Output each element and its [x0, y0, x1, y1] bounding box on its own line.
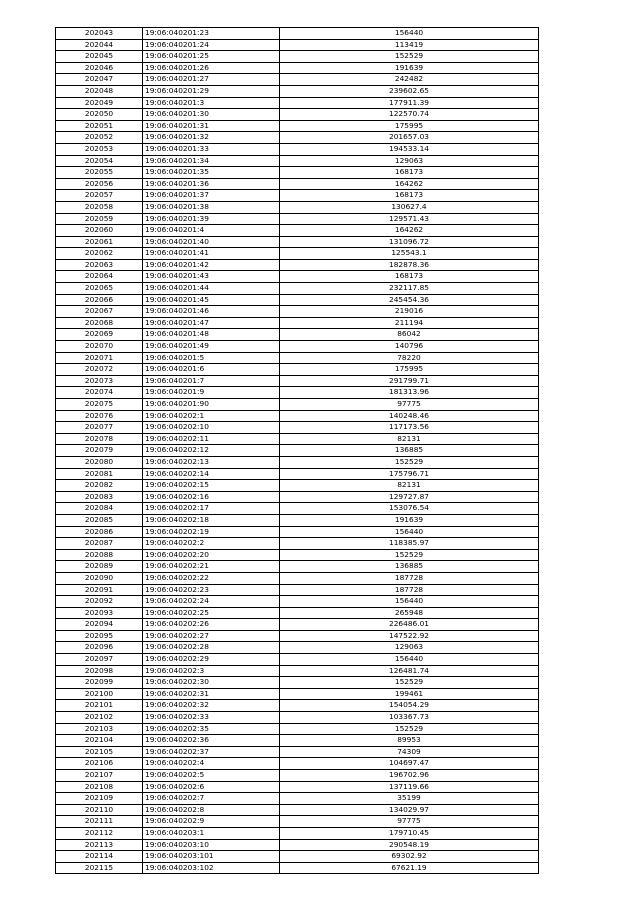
value-cell: 113419 — [280, 39, 539, 51]
value-cell: 290548.19 — [280, 839, 539, 851]
table-row — [56, 839, 539, 851]
table-row — [56, 491, 539, 503]
cadastral-number-cell: 19:06:040201:3 — [143, 97, 280, 109]
cadastral-number-cell: 19:06:040202:12 — [143, 445, 280, 457]
table-row — [56, 781, 539, 793]
row-number-cell: 202051 — [56, 120, 143, 132]
row-number-cell: 202074 — [56, 387, 143, 399]
cadastral-number-cell: 19:06:040201:41 — [143, 248, 280, 260]
table-row — [56, 723, 539, 735]
table-row — [56, 190, 539, 202]
value-cell: 152529 — [280, 549, 539, 561]
value-cell: 226486.01 — [280, 619, 539, 631]
value-cell: 191639 — [280, 62, 539, 74]
cadastral-number-cell: 19:06:040202:36 — [143, 735, 280, 747]
table-row — [56, 596, 539, 608]
table-row — [56, 630, 539, 642]
cadastral-number-cell: 19:06:040202:33 — [143, 712, 280, 724]
row-number-cell: 202054 — [56, 155, 143, 167]
value-cell: 82131 — [280, 433, 539, 445]
table-row — [56, 410, 539, 422]
row-number-cell: 202057 — [56, 190, 143, 202]
value-cell: 177911.39 — [280, 97, 539, 109]
row-number-cell: 202092 — [56, 596, 143, 608]
cadastral-number-cell: 19:06:040203:101 — [143, 851, 280, 863]
row-number-cell: 202062 — [56, 248, 143, 260]
row-number-cell: 202103 — [56, 723, 143, 735]
row-number-cell: 202077 — [56, 422, 143, 434]
value-cell: 104697.47 — [280, 758, 539, 770]
table-row — [56, 271, 539, 283]
value-cell: 152529 — [280, 677, 539, 689]
row-number-cell: 202095 — [56, 630, 143, 642]
cadastral-number-cell: 19:06:040201:47 — [143, 317, 280, 329]
cadastral-number-cell: 19:06:040202:35 — [143, 723, 280, 735]
row-number-cell: 202083 — [56, 491, 143, 503]
cadastral-number-cell: 19:06:040202:30 — [143, 677, 280, 689]
value-cell: 130627.4 — [280, 201, 539, 213]
cadastral-number-cell: 19:06:040201:27 — [143, 74, 280, 86]
value-cell: 245454.36 — [280, 294, 539, 306]
value-cell: 175995 — [280, 120, 539, 132]
table-row — [56, 572, 539, 584]
cadastral-number-cell: 19:06:040202:29 — [143, 654, 280, 666]
table-row — [56, 514, 539, 526]
row-number-cell: 202099 — [56, 677, 143, 689]
cadastral-number-cell: 19:06:040202:5 — [143, 770, 280, 782]
table-row — [56, 109, 539, 121]
value-cell: 131096.72 — [280, 236, 539, 248]
value-cell: 199461 — [280, 688, 539, 700]
row-number-cell: 202055 — [56, 167, 143, 179]
cadastral-number-cell: 19:06:040201:35 — [143, 167, 280, 179]
value-cell: 191639 — [280, 514, 539, 526]
row-number-cell: 202075 — [56, 399, 143, 411]
value-cell: 35199 — [280, 793, 539, 805]
cadastral-number-cell: 19:06:040202:13 — [143, 456, 280, 468]
table-row — [56, 468, 539, 480]
row-number-cell: 202114 — [56, 851, 143, 863]
value-cell: 103367.73 — [280, 712, 539, 724]
value-cell: 242482 — [280, 74, 539, 86]
cadastral-number-cell: 19:06:040202:19 — [143, 526, 280, 538]
row-number-cell: 202106 — [56, 758, 143, 770]
table-row — [56, 619, 539, 631]
table-row — [56, 735, 539, 747]
row-number-cell: 202081 — [56, 468, 143, 480]
value-cell: 152529 — [280, 723, 539, 735]
table-row — [56, 758, 539, 770]
row-number-cell: 202082 — [56, 480, 143, 492]
row-number-cell: 202112 — [56, 827, 143, 839]
table-row — [56, 283, 539, 295]
cadastral-number-cell: 19:06:040202:20 — [143, 549, 280, 561]
table-row — [56, 85, 539, 97]
row-number-cell: 202072 — [56, 364, 143, 376]
cadastral-number-cell: 19:06:040201:5 — [143, 352, 280, 364]
cadastral-number-cell: 19:06:040202:31 — [143, 688, 280, 700]
cadastral-number-cell: 19:06:040201:30 — [143, 109, 280, 121]
value-cell: 168173 — [280, 271, 539, 283]
value-cell: 117173.56 — [280, 422, 539, 434]
row-number-cell: 202061 — [56, 236, 143, 248]
value-cell: 89953 — [280, 735, 539, 747]
value-cell: 194533.14 — [280, 143, 539, 155]
row-number-cell: 202094 — [56, 619, 143, 631]
value-cell: 232117.85 — [280, 283, 539, 295]
table-row — [56, 688, 539, 700]
row-number-cell: 202073 — [56, 375, 143, 387]
table-row — [56, 665, 539, 677]
row-number-cell: 202096 — [56, 642, 143, 654]
cadastral-number-cell: 19:06:040201:32 — [143, 132, 280, 144]
value-cell: 140796 — [280, 341, 539, 353]
row-number-cell: 202093 — [56, 607, 143, 619]
row-number-cell: 202043 — [56, 28, 143, 40]
cadastral-number-cell: 19:06:040201:36 — [143, 178, 280, 190]
row-number-cell: 202053 — [56, 143, 143, 155]
value-cell: 164262 — [280, 225, 539, 237]
value-cell: 129063 — [280, 155, 539, 167]
cadastral-number-cell: 19:06:040202:8 — [143, 804, 280, 816]
value-cell: 140248.46 — [280, 410, 539, 422]
value-cell: 152529 — [280, 456, 539, 468]
cadastral-number-cell: 19:06:040202:15 — [143, 480, 280, 492]
row-number-cell: 202101 — [56, 700, 143, 712]
value-cell: 152529 — [280, 51, 539, 63]
table-row — [56, 607, 539, 619]
cadastral-number-cell: 19:06:040201:4 — [143, 225, 280, 237]
row-number-cell: 202056 — [56, 178, 143, 190]
value-cell: 122570.74 — [280, 109, 539, 121]
cadastral-number-cell: 19:06:040202:9 — [143, 816, 280, 828]
row-number-cell: 202089 — [56, 561, 143, 573]
table-row — [56, 700, 539, 712]
row-number-cell: 202048 — [56, 85, 143, 97]
cadastral-number-cell: 19:06:040201:44 — [143, 283, 280, 295]
table-row — [56, 804, 539, 816]
row-number-cell: 202111 — [56, 816, 143, 828]
cadastral-number-cell: 19:06:040201:26 — [143, 62, 280, 74]
table-row — [56, 862, 539, 874]
row-number-cell: 202086 — [56, 526, 143, 538]
value-cell: 134029.97 — [280, 804, 539, 816]
value-cell: 69302.92 — [280, 851, 539, 863]
row-number-cell: 202108 — [56, 781, 143, 793]
value-cell: 175796.71 — [280, 468, 539, 480]
cadastral-number-cell: 19:06:040202:18 — [143, 514, 280, 526]
value-cell: 291799.71 — [280, 375, 539, 387]
value-cell: 118385.97 — [280, 538, 539, 550]
row-number-cell: 202044 — [56, 39, 143, 51]
table-row — [56, 549, 539, 561]
cadastral-number-cell: 19:06:040202:7 — [143, 793, 280, 805]
cadastral-number-cell: 19:06:040201:24 — [143, 39, 280, 51]
cadastral-number-cell: 19:06:040201:38 — [143, 201, 280, 213]
table-row — [56, 236, 539, 248]
value-cell: 129571.43 — [280, 213, 539, 225]
cadastral-number-cell: 19:06:040202:10 — [143, 422, 280, 434]
row-number-cell: 202097 — [56, 654, 143, 666]
table-row — [56, 132, 539, 144]
value-cell: 137119.66 — [280, 781, 539, 793]
row-number-cell: 202045 — [56, 51, 143, 63]
row-number-cell: 202085 — [56, 514, 143, 526]
row-number-cell: 202060 — [56, 225, 143, 237]
cadastral-number-cell: 19:06:040202:24 — [143, 596, 280, 608]
row-number-cell: 202069 — [56, 329, 143, 341]
table-row — [56, 74, 539, 86]
value-cell: 156440 — [280, 654, 539, 666]
value-cell: 147522.92 — [280, 630, 539, 642]
value-cell: 129063 — [280, 642, 539, 654]
table-row — [56, 375, 539, 387]
table-row — [56, 317, 539, 329]
table-row — [56, 225, 539, 237]
value-cell: 153076.54 — [280, 503, 539, 515]
cadastral-number-cell: 19:06:040202:1 — [143, 410, 280, 422]
row-number-cell: 202071 — [56, 352, 143, 364]
value-cell: 97775 — [280, 816, 539, 828]
table-row — [56, 584, 539, 596]
value-cell: 219016 — [280, 306, 539, 318]
row-number-cell: 202087 — [56, 538, 143, 550]
cadastral-number-cell: 19:06:040202:22 — [143, 572, 280, 584]
row-number-cell: 202059 — [56, 213, 143, 225]
cadastral-number-cell: 19:06:040202:2 — [143, 538, 280, 550]
row-number-cell: 202109 — [56, 793, 143, 805]
cadastral-number-cell: 19:06:040201:45 — [143, 294, 280, 306]
row-number-cell: 202052 — [56, 132, 143, 144]
table-row — [56, 480, 539, 492]
cadastral-number-cell: 19:06:040201:90 — [143, 399, 280, 411]
table-row — [56, 364, 539, 376]
cadastral-number-cell: 19:06:040202:11 — [143, 433, 280, 445]
table-row — [56, 51, 539, 63]
row-number-cell: 202076 — [56, 410, 143, 422]
value-cell: 156440 — [280, 526, 539, 538]
cadastral-number-cell: 19:06:040202:14 — [143, 468, 280, 480]
cadastral-number-cell: 19:06:040201:34 — [143, 155, 280, 167]
row-number-cell: 202063 — [56, 259, 143, 271]
cadastral-number-cell: 19:06:040202:27 — [143, 630, 280, 642]
row-number-cell: 202047 — [56, 74, 143, 86]
row-number-cell: 202078 — [56, 433, 143, 445]
cadastral-number-cell: 19:06:040201:23 — [143, 28, 280, 40]
table-row — [56, 561, 539, 573]
table-row — [56, 677, 539, 689]
value-cell: 239602.65 — [280, 85, 539, 97]
value-cell: 187728 — [280, 584, 539, 596]
table-row — [56, 399, 539, 411]
row-number-cell: 202080 — [56, 456, 143, 468]
value-cell: 182878.36 — [280, 259, 539, 271]
table-row — [56, 445, 539, 457]
table-row — [56, 387, 539, 399]
table-row — [56, 827, 539, 839]
value-cell: 168173 — [280, 167, 539, 179]
table-row — [56, 816, 539, 828]
row-number-cell: 202084 — [56, 503, 143, 515]
value-cell: 175995 — [280, 364, 539, 376]
table-row — [56, 306, 539, 318]
cadastral-number-cell: 19:06:040202:25 — [143, 607, 280, 619]
row-number-cell: 202070 — [56, 341, 143, 353]
row-number-cell: 202102 — [56, 712, 143, 724]
table-row — [56, 433, 539, 445]
table-row — [56, 329, 539, 341]
row-number-cell: 202110 — [56, 804, 143, 816]
value-cell: 156440 — [280, 596, 539, 608]
table-row — [56, 712, 539, 724]
cadastral-number-cell: 19:06:040201:40 — [143, 236, 280, 248]
value-cell: 168173 — [280, 190, 539, 202]
table-row — [56, 294, 539, 306]
row-number-cell: 202115 — [56, 862, 143, 874]
table-row — [56, 770, 539, 782]
value-cell: 179710.45 — [280, 827, 539, 839]
cadastral-number-cell: 19:06:040203:10 — [143, 839, 280, 851]
value-cell: 126481.74 — [280, 665, 539, 677]
row-number-cell: 202105 — [56, 746, 143, 758]
table-row — [56, 422, 539, 434]
cadastral-number-cell: 19:06:040201:43 — [143, 271, 280, 283]
row-number-cell: 202098 — [56, 665, 143, 677]
value-cell: 97775 — [280, 399, 539, 411]
cadastral-number-cell: 19:06:040202:4 — [143, 758, 280, 770]
cadastral-number-cell: 19:06:040202:32 — [143, 700, 280, 712]
table-row — [56, 62, 539, 74]
table-row — [56, 143, 539, 155]
value-cell: 196702.96 — [280, 770, 539, 782]
row-number-cell: 202050 — [56, 109, 143, 121]
cadastral-number-cell: 19:06:040202:3 — [143, 665, 280, 677]
table-row — [56, 642, 539, 654]
value-cell: 74309 — [280, 746, 539, 758]
table-body — [56, 28, 539, 874]
cadastral-number-cell: 19:06:040202:37 — [143, 746, 280, 758]
table-row — [56, 120, 539, 132]
table-row — [56, 851, 539, 863]
row-number-cell: 202064 — [56, 271, 143, 283]
table-row — [56, 538, 539, 550]
cadastral-number-cell: 19:06:040201:31 — [143, 120, 280, 132]
cadastral-number-cell: 19:06:040202:16 — [143, 491, 280, 503]
value-cell: 136885 — [280, 561, 539, 573]
table-row — [56, 97, 539, 109]
cadastral-number-cell: 19:06:040202:23 — [143, 584, 280, 596]
row-number-cell: 202049 — [56, 97, 143, 109]
table-row — [56, 28, 539, 40]
row-number-cell: 202107 — [56, 770, 143, 782]
row-number-cell: 202113 — [56, 839, 143, 851]
value-cell: 154054.29 — [280, 700, 539, 712]
row-number-cell: 202079 — [56, 445, 143, 457]
table-row — [56, 793, 539, 805]
value-cell: 67621.19 — [280, 862, 539, 874]
cadastral-number-cell: 19:06:040202:28 — [143, 642, 280, 654]
cadastral-number-cell: 19:06:040201:49 — [143, 341, 280, 353]
cadastral-number-cell: 19:06:040201:39 — [143, 213, 280, 225]
cadastral-number-cell: 19:06:040202:21 — [143, 561, 280, 573]
table-row — [56, 746, 539, 758]
row-number-cell: 202068 — [56, 317, 143, 329]
table-row — [56, 201, 539, 213]
value-cell: 211194 — [280, 317, 539, 329]
cadastral-number-cell: 19:06:040201:42 — [143, 259, 280, 271]
row-number-cell: 202067 — [56, 306, 143, 318]
data-table — [55, 27, 539, 874]
value-cell: 136885 — [280, 445, 539, 457]
table-row — [56, 39, 539, 51]
table-row — [56, 155, 539, 167]
cadastral-number-cell: 19:06:040201:46 — [143, 306, 280, 318]
value-cell: 78220 — [280, 352, 539, 364]
value-cell: 164262 — [280, 178, 539, 190]
cadastral-number-cell: 19:06:040201:37 — [143, 190, 280, 202]
row-number-cell: 202046 — [56, 62, 143, 74]
row-number-cell: 202058 — [56, 201, 143, 213]
table-row — [56, 526, 539, 538]
table-row — [56, 654, 539, 666]
table-row — [56, 213, 539, 225]
row-number-cell: 202090 — [56, 572, 143, 584]
row-number-cell: 202088 — [56, 549, 143, 561]
cadastral-number-cell: 19:06:040202:26 — [143, 619, 280, 631]
cadastral-number-cell: 19:06:040201:6 — [143, 364, 280, 376]
table-row — [56, 503, 539, 515]
row-number-cell: 202091 — [56, 584, 143, 596]
cadastral-number-cell: 19:06:040202:17 — [143, 503, 280, 515]
value-cell: 265948 — [280, 607, 539, 619]
cadastral-number-cell: 19:06:040201:7 — [143, 375, 280, 387]
cadastral-number-cell: 19:06:040203:102 — [143, 862, 280, 874]
row-number-cell: 202100 — [56, 688, 143, 700]
cadastral-number-cell: 19:06:040201:25 — [143, 51, 280, 63]
table-row — [56, 178, 539, 190]
cadastral-number-cell: 19:06:040201:33 — [143, 143, 280, 155]
value-cell: 187728 — [280, 572, 539, 584]
value-cell: 181313.96 — [280, 387, 539, 399]
value-cell: 86042 — [280, 329, 539, 341]
table-row — [56, 259, 539, 271]
value-cell: 201657.03 — [280, 132, 539, 144]
cadastral-number-cell: 19:06:040203:1 — [143, 827, 280, 839]
row-number-cell: 202104 — [56, 735, 143, 747]
cadastral-number-cell: 19:06:040201:9 — [143, 387, 280, 399]
table-row — [56, 456, 539, 468]
value-cell: 125543.1 — [280, 248, 539, 260]
cadastral-number-cell: 19:06:040201:29 — [143, 85, 280, 97]
value-cell: 156440 — [280, 28, 539, 40]
row-number-cell: 202066 — [56, 294, 143, 306]
value-cell: 82131 — [280, 480, 539, 492]
table-row — [56, 352, 539, 364]
cadastral-number-cell: 19:06:040201:48 — [143, 329, 280, 341]
value-cell: 129727.87 — [280, 491, 539, 503]
table-row — [56, 248, 539, 260]
table-row — [56, 341, 539, 353]
cadastral-number-cell: 19:06:040202:6 — [143, 781, 280, 793]
table-row — [56, 167, 539, 179]
row-number-cell: 202065 — [56, 283, 143, 295]
